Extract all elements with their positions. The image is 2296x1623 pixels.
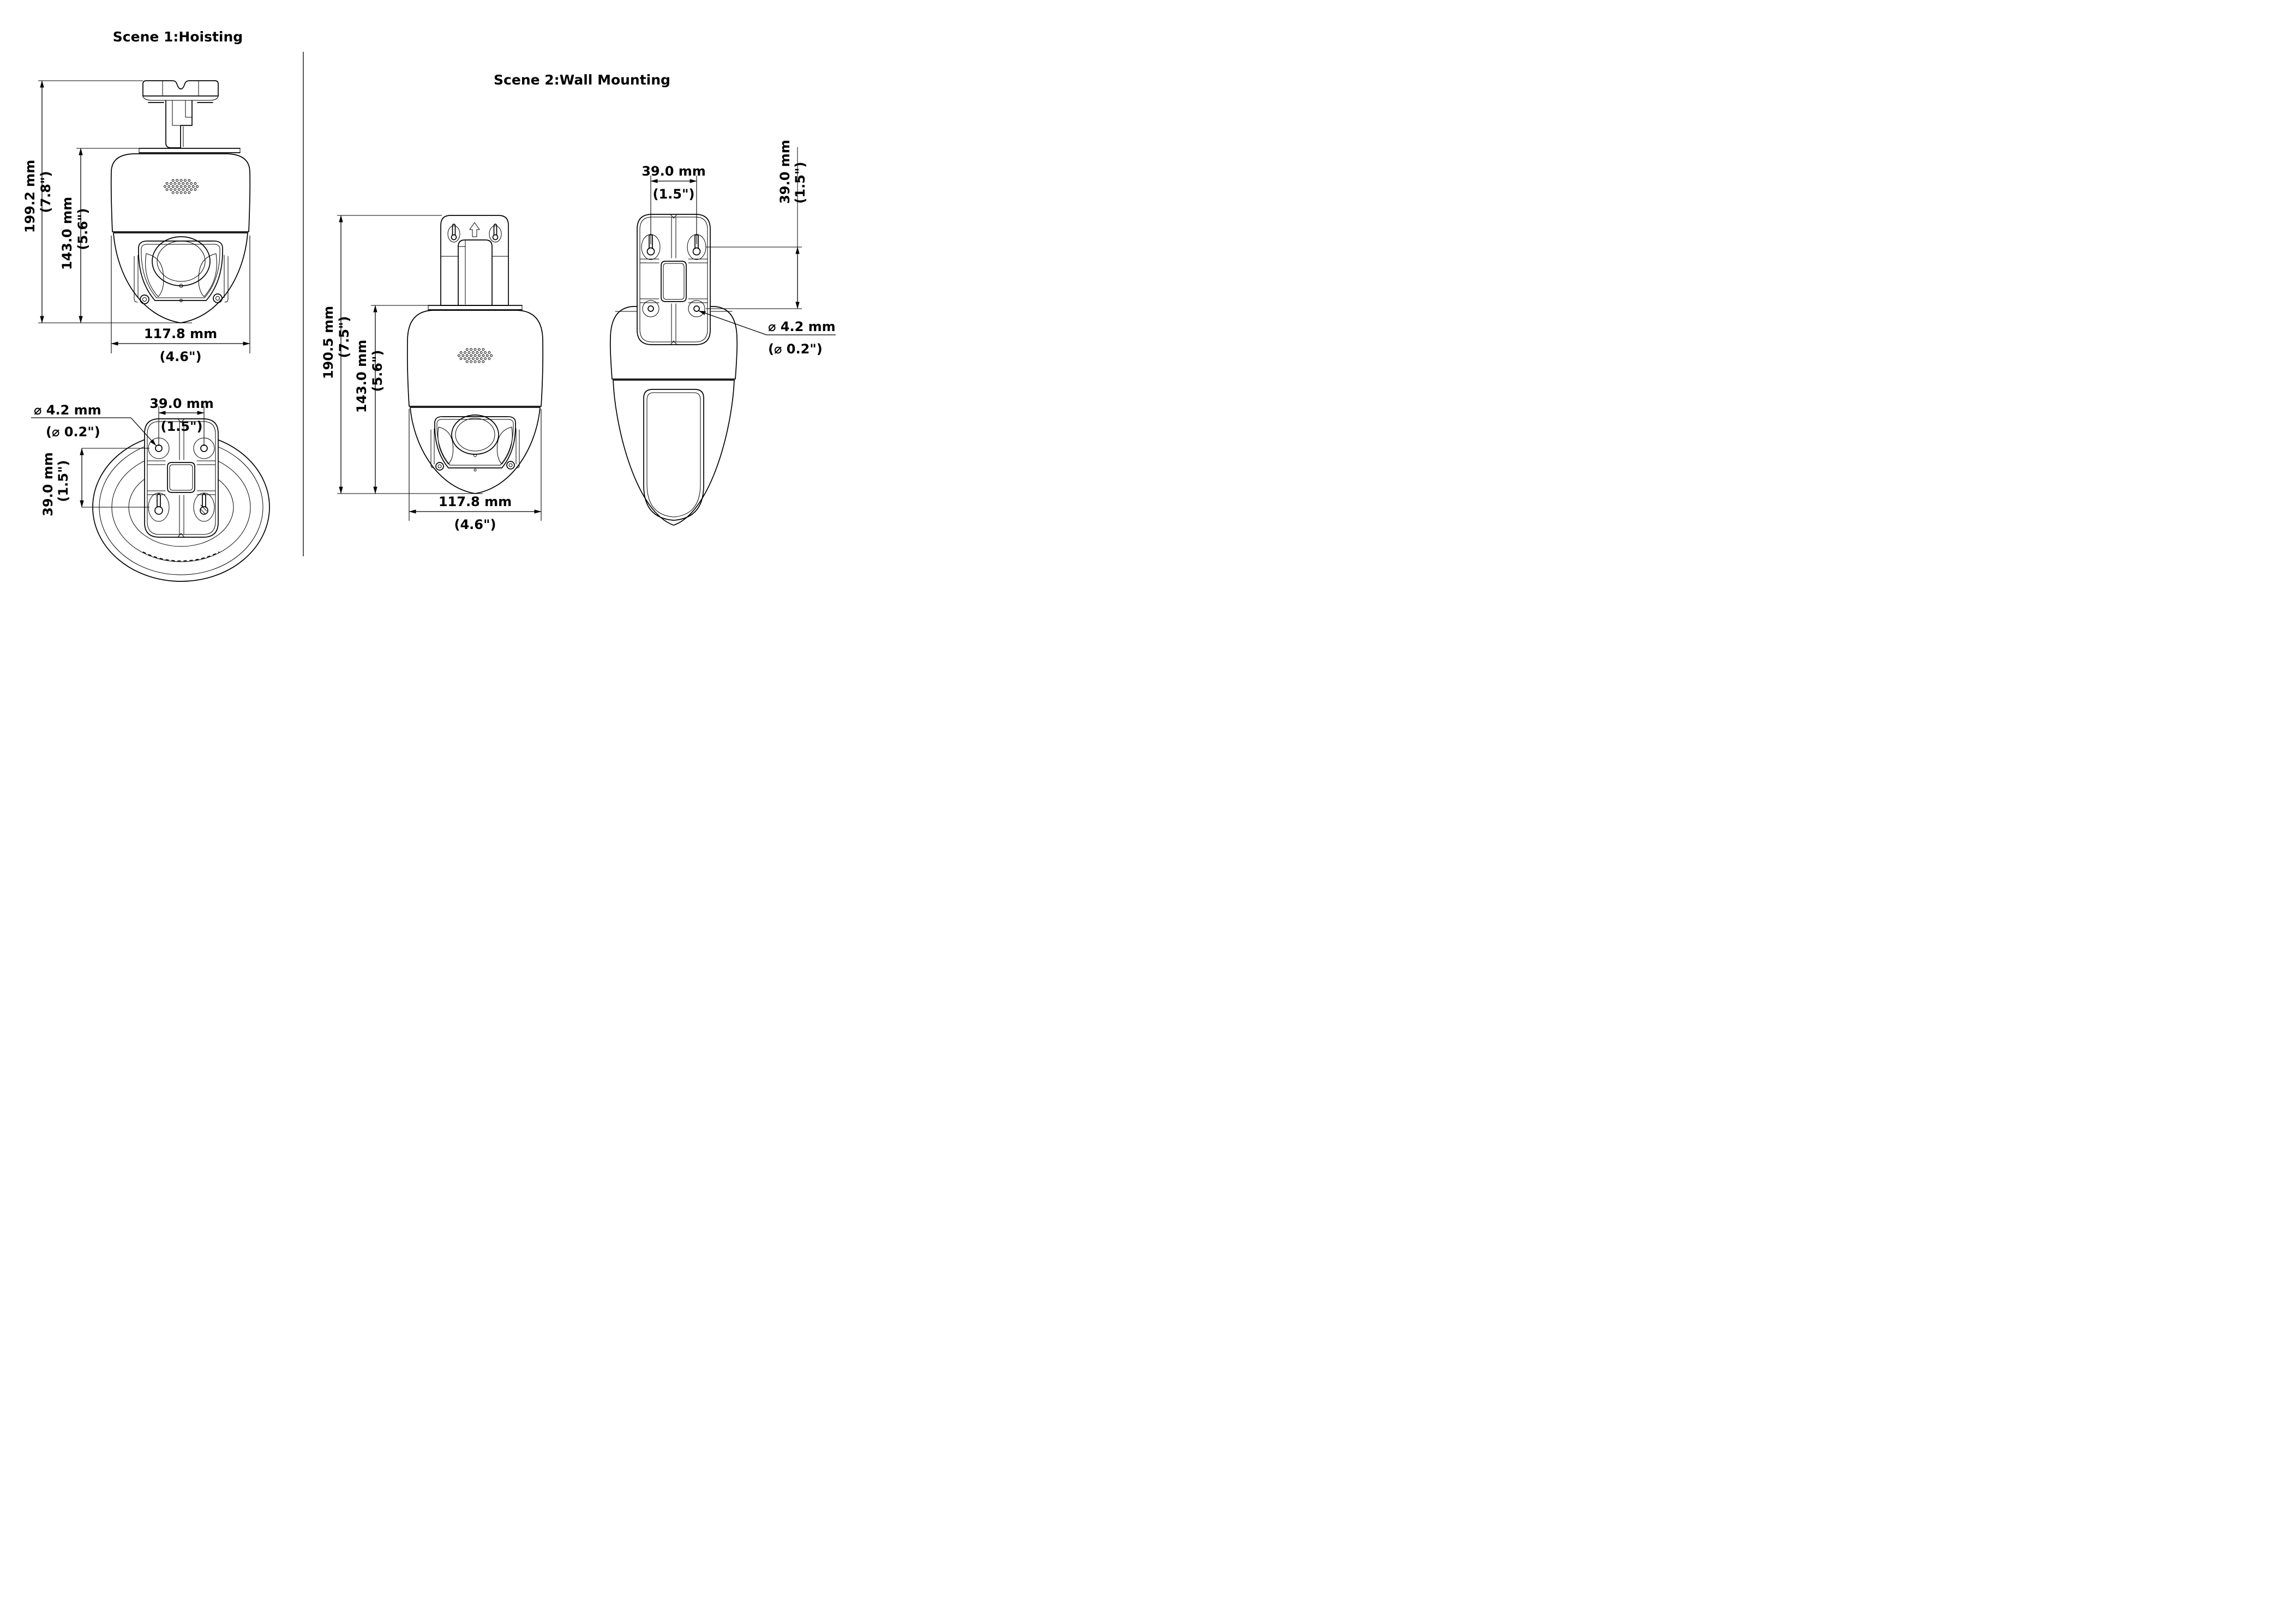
dim-side-hole-dia-in: (⌀ 0.2"): [768, 341, 823, 357]
dim-side-hole-pitch-v-mm: 39.0 mm: [777, 140, 793, 204]
camera-dome-back: [613, 380, 734, 525]
dim-scene1-camera-height-mm: 143.0 mm: [59, 196, 75, 270]
dim-scene2-overall-height-in: (7.5"): [337, 316, 352, 358]
dim-scene1-width-in: (4.6"): [159, 349, 202, 364]
vent-dashes: [143, 552, 219, 561]
camera-body-front: [111, 148, 250, 323]
hoisting-stem: [166, 100, 192, 148]
mounting-plate-bottom: [145, 419, 218, 537]
camera-dome: [113, 233, 248, 323]
dim-side-hole-pitch-v-in: (1.5"): [793, 161, 808, 204]
camera-body-front-2: [407, 305, 543, 494]
dim-side-hole-pitch-h-in: (1.5"): [652, 187, 695, 202]
dimension-drawing-page: [0, 0, 855, 605]
dim-side-hole-dia-mm: ⌀ 4.2 mm: [768, 319, 836, 334]
dim-scene2-camera-height-in: (5.6"): [370, 350, 385, 392]
dim-bottom-hole-pitch-v-in: (1.5"): [56, 460, 71, 502]
dim-side-hole-pitch-h-mm: 39.0 mm: [642, 164, 706, 179]
camera-dimension-diagram: [0, 0, 855, 605]
dim-bottom-hole-pitch-v-mm: 39.0 mm: [40, 452, 56, 516]
cable-cutout: [167, 462, 195, 492]
hoisting-ceiling-plate: [143, 81, 218, 103]
wall-stem: [458, 240, 492, 305]
scene2-front-view: [321, 215, 543, 532]
dim-scene1-width-mm: 117.8 mm: [143, 326, 218, 341]
scene1-title: Scene 1:Hoisting: [112, 29, 243, 45]
dim-scene2-width-in: (4.6"): [454, 517, 496, 532]
dim-bottom-hole-dia-mm: ⌀ 4.2 mm: [34, 402, 101, 418]
dim-scene2-camera-height-mm: 143.0 mm: [354, 339, 369, 413]
dim-bottom-hole-dia-in: (⌀ 0.2"): [46, 424, 100, 440]
dim-bottom-hole-pitch-h-in: (1.5"): [160, 419, 203, 434]
camera-dome-2: [410, 407, 540, 494]
dim-bottom-hole-pitch-h-mm: 39.0 mm: [149, 396, 214, 411]
scene2-side-view: [610, 140, 836, 525]
scene2-title: Scene 2:Wall Mounting: [494, 72, 670, 88]
dim-scene1-overall-height-in: (7.8"): [38, 171, 53, 213]
dim-scene2-overall-height-mm: 190.5 mm: [321, 305, 336, 380]
dim-scene2-width-mm: 117.8 mm: [438, 494, 512, 509]
mounting-plate-back: [637, 214, 710, 345]
scene1-bottom-view: [31, 396, 269, 581]
scene1-front-view: [22, 81, 250, 364]
cable-cutout-back: [661, 261, 686, 302]
dim-scene1-camera-height-in: (5.6"): [75, 208, 91, 250]
dim-scene1-overall-height-mm: 199.2 mm: [22, 159, 38, 233]
